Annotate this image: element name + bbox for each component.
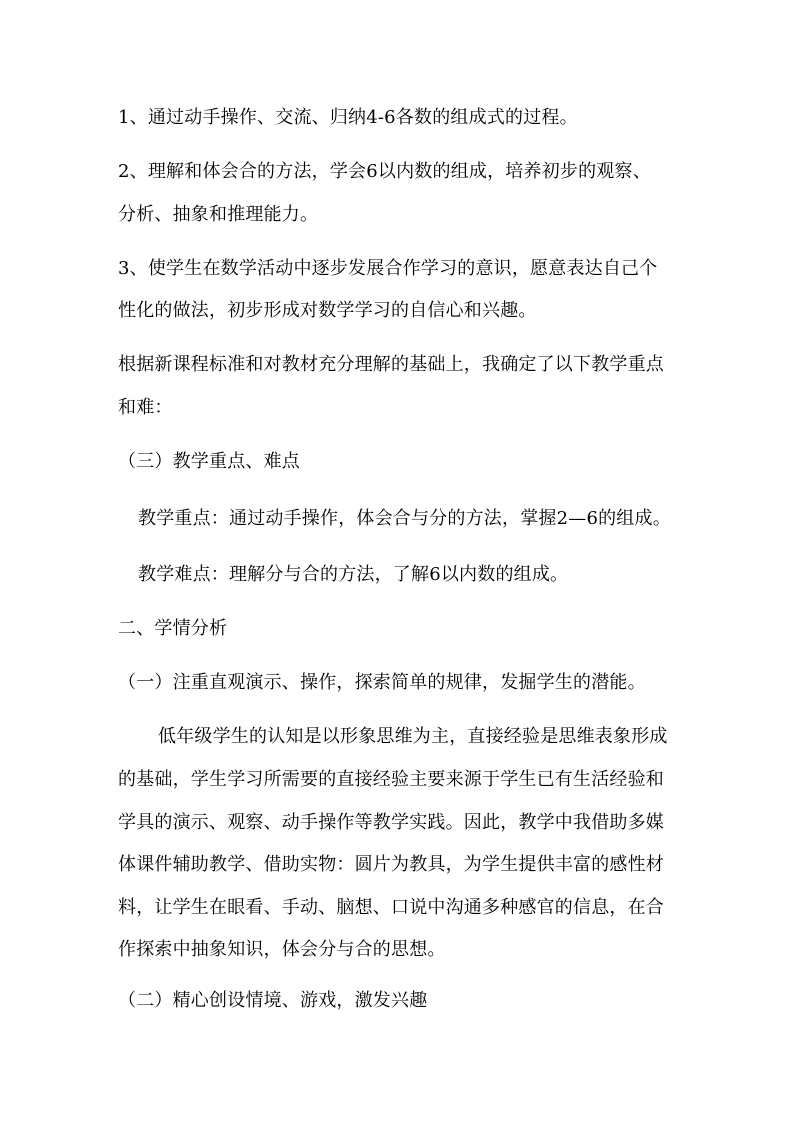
paragraph-line-2: 的基础，学生学习所需要的直接经验主要来源于学生已有生活经验和 (118, 769, 664, 790)
paragraph-line-4: 体课件辅助教学、借助实物：圆片为教具，为学生提供丰富的感性材 (118, 854, 664, 875)
key-points-heading: （三）教学重点、难点 (118, 451, 300, 472)
intro-line-2: 和难： (118, 397, 173, 418)
key-point-text: 教学重点：通过动手操作，体会合与分的方法，掌握2—6的组成。 (138, 508, 671, 529)
paragraph-line-3: 学具的演示、观察、动手操作等教学实践。因此，教学中我借助多媒 (118, 812, 664, 833)
difficulty-text: 教学难点：理解分与合的方法，了解6以内数的组成。 (138, 564, 569, 585)
objective-1: 1、通过动手操作、交流、归纳4-6各数的组成式的过程。 (118, 107, 578, 128)
intro-line-1: 根据新课程标准和对教材充分理解的基础上，我确定了以下教学重点 (118, 354, 664, 375)
objective-3-line-2: 性化的做法，初步形成对数学学习的自信心和兴趣。 (118, 300, 537, 321)
objective-2-line-1: 2、理解和体会合的方法，学会6以内数的组成，培养初步的观察、 (118, 161, 651, 182)
section-two-sub2-heading: （二）精心创设情境、游戏，激发兴趣 (118, 990, 428, 1011)
objective-3-line-1: 3、使学生在数学活动中逐步发展合作学习的意识，愿意表达自己个 (118, 258, 658, 279)
section-two-heading: 二、学情分析 (118, 618, 228, 639)
objective-2-line-2: 分析、抽象和推理能力。 (118, 204, 319, 225)
section-two-sub1-heading: （一）注重直观演示、操作，探索简单的规律，发掘学生的潜能。 (118, 672, 646, 693)
paragraph-line-1: 低年级学生的认知是以形象思维为主，直接经验是思维表象形成 (158, 726, 668, 747)
paragraph-line-5: 料，让学生在眼看、手动、脑想、口说中沟通多种感官的信息，在合 (118, 897, 664, 918)
paragraph-line-6: 作探索中抽象知识，体会分与合的思想。 (118, 939, 446, 960)
